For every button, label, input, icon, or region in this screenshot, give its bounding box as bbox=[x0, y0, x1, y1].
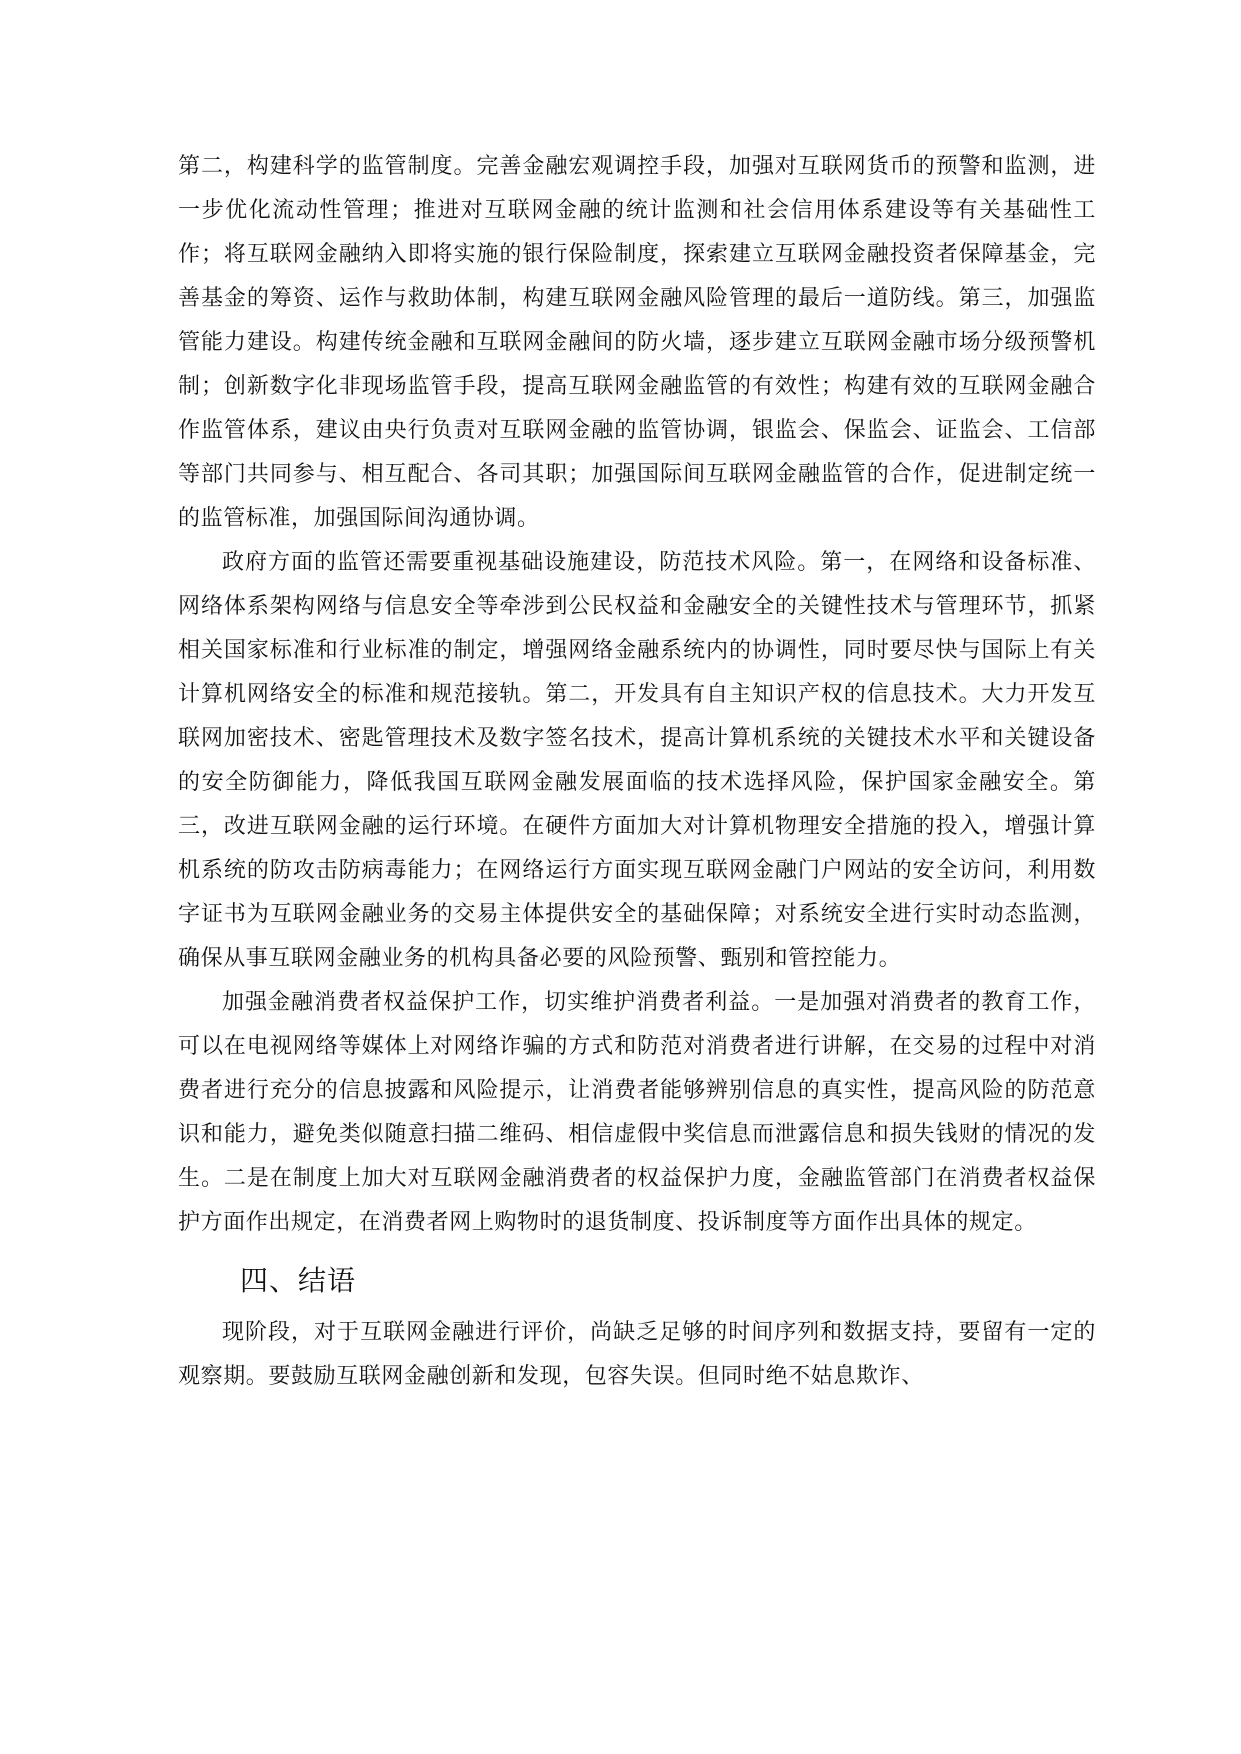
paragraph-infrastructure: 政府方面的监管还需要重视基础设施建设，防范技术风险。第一，在网络和设备标准、网络体系架构网络与信息安全等牵涉到公民权益和金融安全的关键性技术与管理环节，抓紧相关国家标准和行业标准的制定，增强网络金融系统内的协调性，同时要尽快与国际上有关计算机网络安全的标准和规范接轨。第二，开发具有自主知识产权的信息技术。大力开发互联网加密技术、密匙管理技术及数字签名技术，提高计算机系统的关键技术水平和关键设备的安全防御能力，降低我国互联网金融发展面临的技术选择风险，保护国家金融安全。第三，改进互联网金融的运行环境。在硬件方面加大对计算机物理安全措施的投入，增强计算机系统的防攻击防病毒能力；在网络运行方面实现互联网金融门户网站的安全访问，利用数字证书为互联网金融业务的交易主体提供安全的基础保障；对系统安全进行实时动态监测，确保从事互联网金融业务的机构具备必要的风险预警、甄别和管控能力。 bbox=[178, 550, 1096, 971]
document-page bbox=[178, 145, 1096, 1399]
paragraph-regulatory-system: 第二，构建科学的监管制度。完善金融宏观调控手段，加强对互联网货币的预警和监测，进一步优化流动性管理；推进对互联网金融的统计监测和社会信用体系建设等有关基础性工作；将互联网金融纳入即将实施的银行保险制度，探索建立互联网金融投资者保障基金，完善基金的筹资、运作与救助体制，构建互联网金融风险管理的最后一道防线。第三，加强监管能力建设。构建传统金融和互联网金融间的防火墙，逐步建立互联网金融市场分级预警机制；创新数字化非现场监管手段，提高互联网金融监管的有效性；构建有效的互联网金融合作监管体系，建议由央行负责对互联网金融的监管协调，银监会、保监会、证监会、工信部等部门共同参与、相互配合、各司其职；加强国际间互联网金融监管的合作，促进制定统一的监管标准，加强国际间沟通协调。 bbox=[178, 154, 1096, 531]
paragraph-consumer-protection: 加强金融消费者权益保护工作，切实维护消费者利益。一是加强对消费者的教育工作，可以在电视网络等媒体上对网络诈骗的方式和防范对消费者进行讲解，在交易的过程中对消费者进行充分的信息披露和风险提示，让消费者能够辨别信息的真实性，提高风险的防范意识和能力，避免类似随意扫描二维码、相信虚假中奖信息而泄露信息和损失钱财的情况的发生。二是在制度上加大对互联网金融消费者的权益保护力度，金融监管部门在消费者权益保护方面作出规定，在消费者网上购物时的退货制度、投诉制度等方面作出具体的规定。 bbox=[178, 990, 1096, 1235]
section-heading-conclusion: 四、结语 bbox=[240, 1264, 357, 1297]
paragraph-conclusion: 现阶段，对于互联网金融进行评价，尚缺乏足够的时间序列和数据支持，要留有一定的观察期。要鼓励互联网金融创新和发现，包容失误。但同时绝不姑息欺诈、 bbox=[178, 1320, 1096, 1389]
